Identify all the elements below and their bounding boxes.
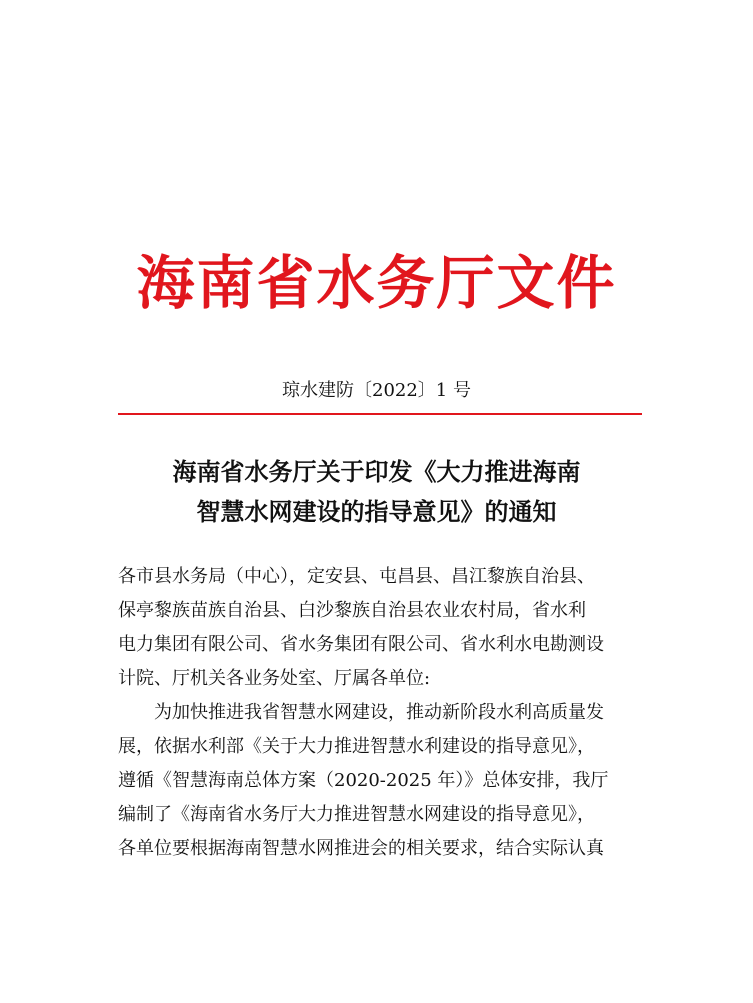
red-divider-rule <box>118 413 642 415</box>
document-number: 琼水建防〔2022〕1 号 <box>282 380 471 401</box>
masthead-title: 海南省水务厅文件 <box>136 249 617 317</box>
document-title <box>0 452 753 532</box>
document-title-line-2: 智慧水网建设的指导意见》的通知 <box>196 497 557 526</box>
document-body <box>118 560 642 866</box>
body-line: 遵循《智慧海南总体方案（2020-2025 年）》总体安排，我厅 <box>118 770 609 791</box>
body-line: 电力集团有限公司、省水务集团有限公司、省水利水电勘测设 <box>118 634 604 655</box>
body-line: 各单位要根据海南智慧水网推进会的相关要求，结合实际认真 <box>118 838 604 859</box>
body-line: 展，依据水利部《关于大力推进智慧水利建设的指导意见》， <box>118 736 595 757</box>
body-line: 为加快推进我省智慧水网建设，推动新阶段水利高质量发 <box>154 702 604 723</box>
body-line: 保亭黎族苗族自治县、白沙黎族自治县农业农村局，省水利 <box>118 600 586 621</box>
body-line: 计院、厅机关各业务处室、厅属各单位: <box>118 668 431 689</box>
document-title-line-1: 海南省水务厅关于印发《大力推进海南 <box>172 457 581 486</box>
body-line: 编制了《海南省水务厅大力推进智慧水网建设的指导意见》， <box>118 804 595 825</box>
body-line: 各市县水务局（中心），定安县、屯昌县、昌江黎族自治县、 <box>118 566 595 587</box>
